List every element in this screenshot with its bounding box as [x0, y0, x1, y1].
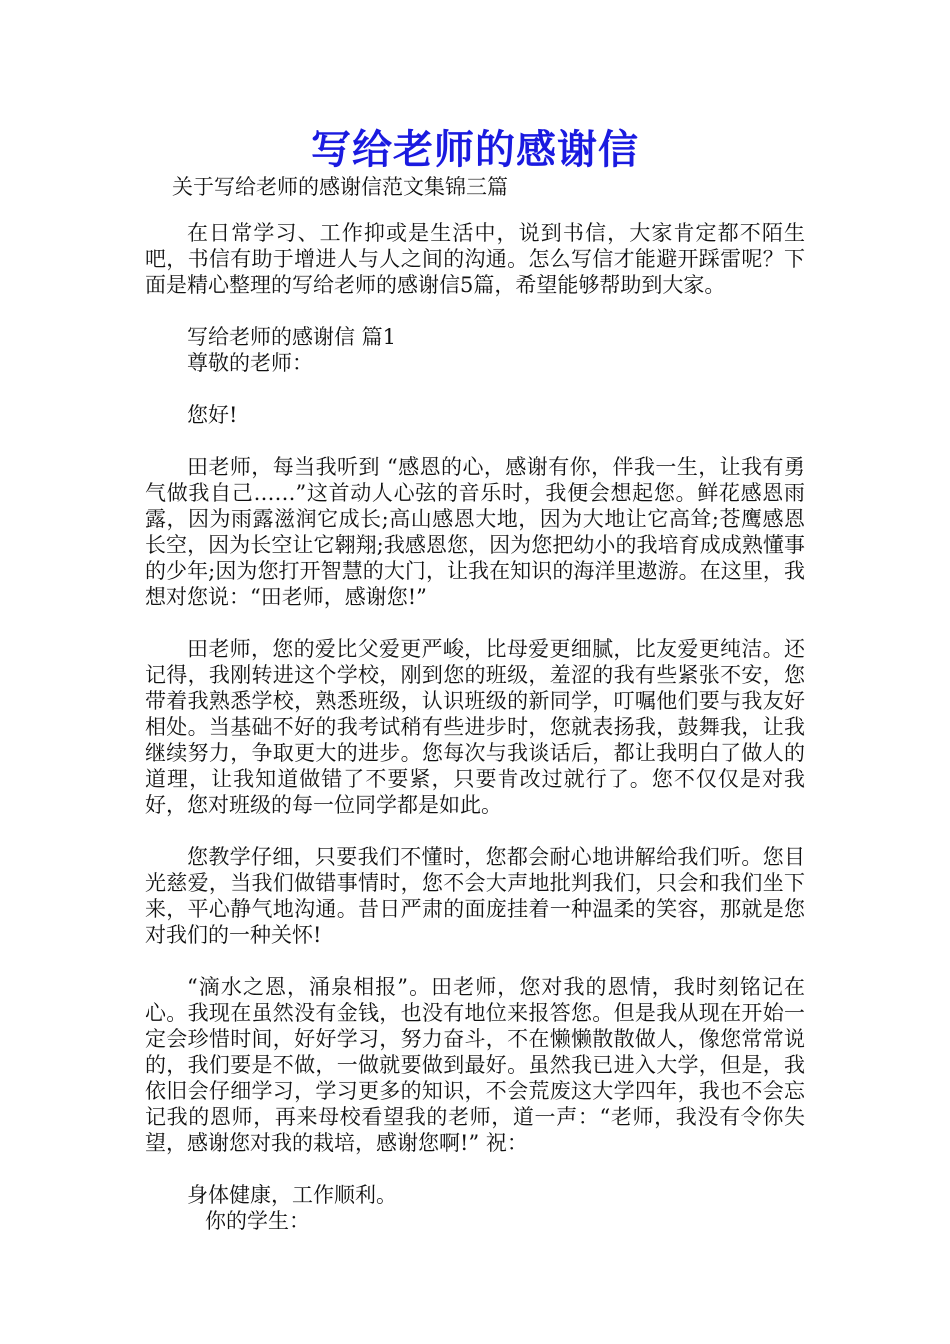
closing-wish: 身体健康，工作顺利。: [187, 1183, 397, 1207]
signature: 你的学生：: [205, 1209, 310, 1233]
intro-paragraph: 在日常学习、工作抑或是生活中，说到书信，大家肯定都不陌生吧，书信有助于增进人与人之间的沟通。怎么写信才能避开踩雷呢？下面是精心整理的写给老师的感谢信5篇，希望能够帮助到大家。: [145, 221, 805, 297]
document-subtitle: 关于写给老师的感谢信范文集锦三篇: [172, 175, 508, 199]
section-heading: 写给老师的感谢信 篇1: [187, 325, 397, 349]
letter-paragraph: “滴水之恩，涌泉相报”。田老师，您对我的恩情，我时刻铭记在心。我现在虽然没有金钱，也没有地位来报答您。但是我从现在开始一定会珍惜时间，好好学习，努力奋斗，不在懒懒散散做人，像您常常说的，我们要是不做，一做就要做到最好。虽然我已进入大学，但是，我依旧会仔细学习，学习更多的知识，不会荒废这大学四年，我也不会忘记我的恩师，再来母校看望我的老师，道一声：“老师，我没有令你失望，感谢您对我的栽培，感谢您啊!” 祝：: [145, 975, 805, 1155]
salutation: 尊敬的老师：: [187, 351, 313, 375]
letter-paragraph: 田老师，您的爱比父爱更严峻，比母爱更细腻，比友爱更纯洁。还记得，我刚转进这个学校，刚到您的班级，羞涩的我有些紧张不安，您带着我熟悉学校，熟悉班级，认识班级的新同学，叮嘱他们要与我友好相处。当基础不好的我考试稍有些进步时，您就表扬我，鼓舞我，让我继续努力，争取更大的进步。您每次与我谈话后，都让我明白了做人的道理，让我知道做错了不要紧，只要肯改过就行了。您不仅仅是对我好，您对班级的每一位同学都是如此。: [145, 637, 805, 817]
document-body: [145, 220, 805, 1234]
letter-paragraph: 您教学仔细，只要我们不懂时，您都会耐心地讲解给我们听。您目光慈爱，当我们做错事情时，您不会大声地批判我们，只会和我们坐下来，平心静气地沟通。昔日严肃的面庞挂着一种温柔的笑容，那就是您对我们的一种关怀!: [145, 845, 805, 947]
greeting: 您好!: [187, 403, 238, 427]
document-title: 写给老师的感谢信: [311, 126, 639, 173]
letter-paragraph: 田老师，每当我听到 “感恩的心，感谢有你，伴我一生，让我有勇气做我自己……”这首动人心弦的音乐时，我便会想起您。鲜花感恩雨露，因为雨露滋润它成长;高山感恩大地，因为大地让它高耸;苍鹰感恩长空，因为长空让它翱翔;我感恩您，因为您把幼小的我培育成成熟懂事的少年;因为您打开智慧的大门，让我在知识的海洋里遨游。在这里，我想对您说：“田老师，感谢您!”: [145, 455, 805, 609]
